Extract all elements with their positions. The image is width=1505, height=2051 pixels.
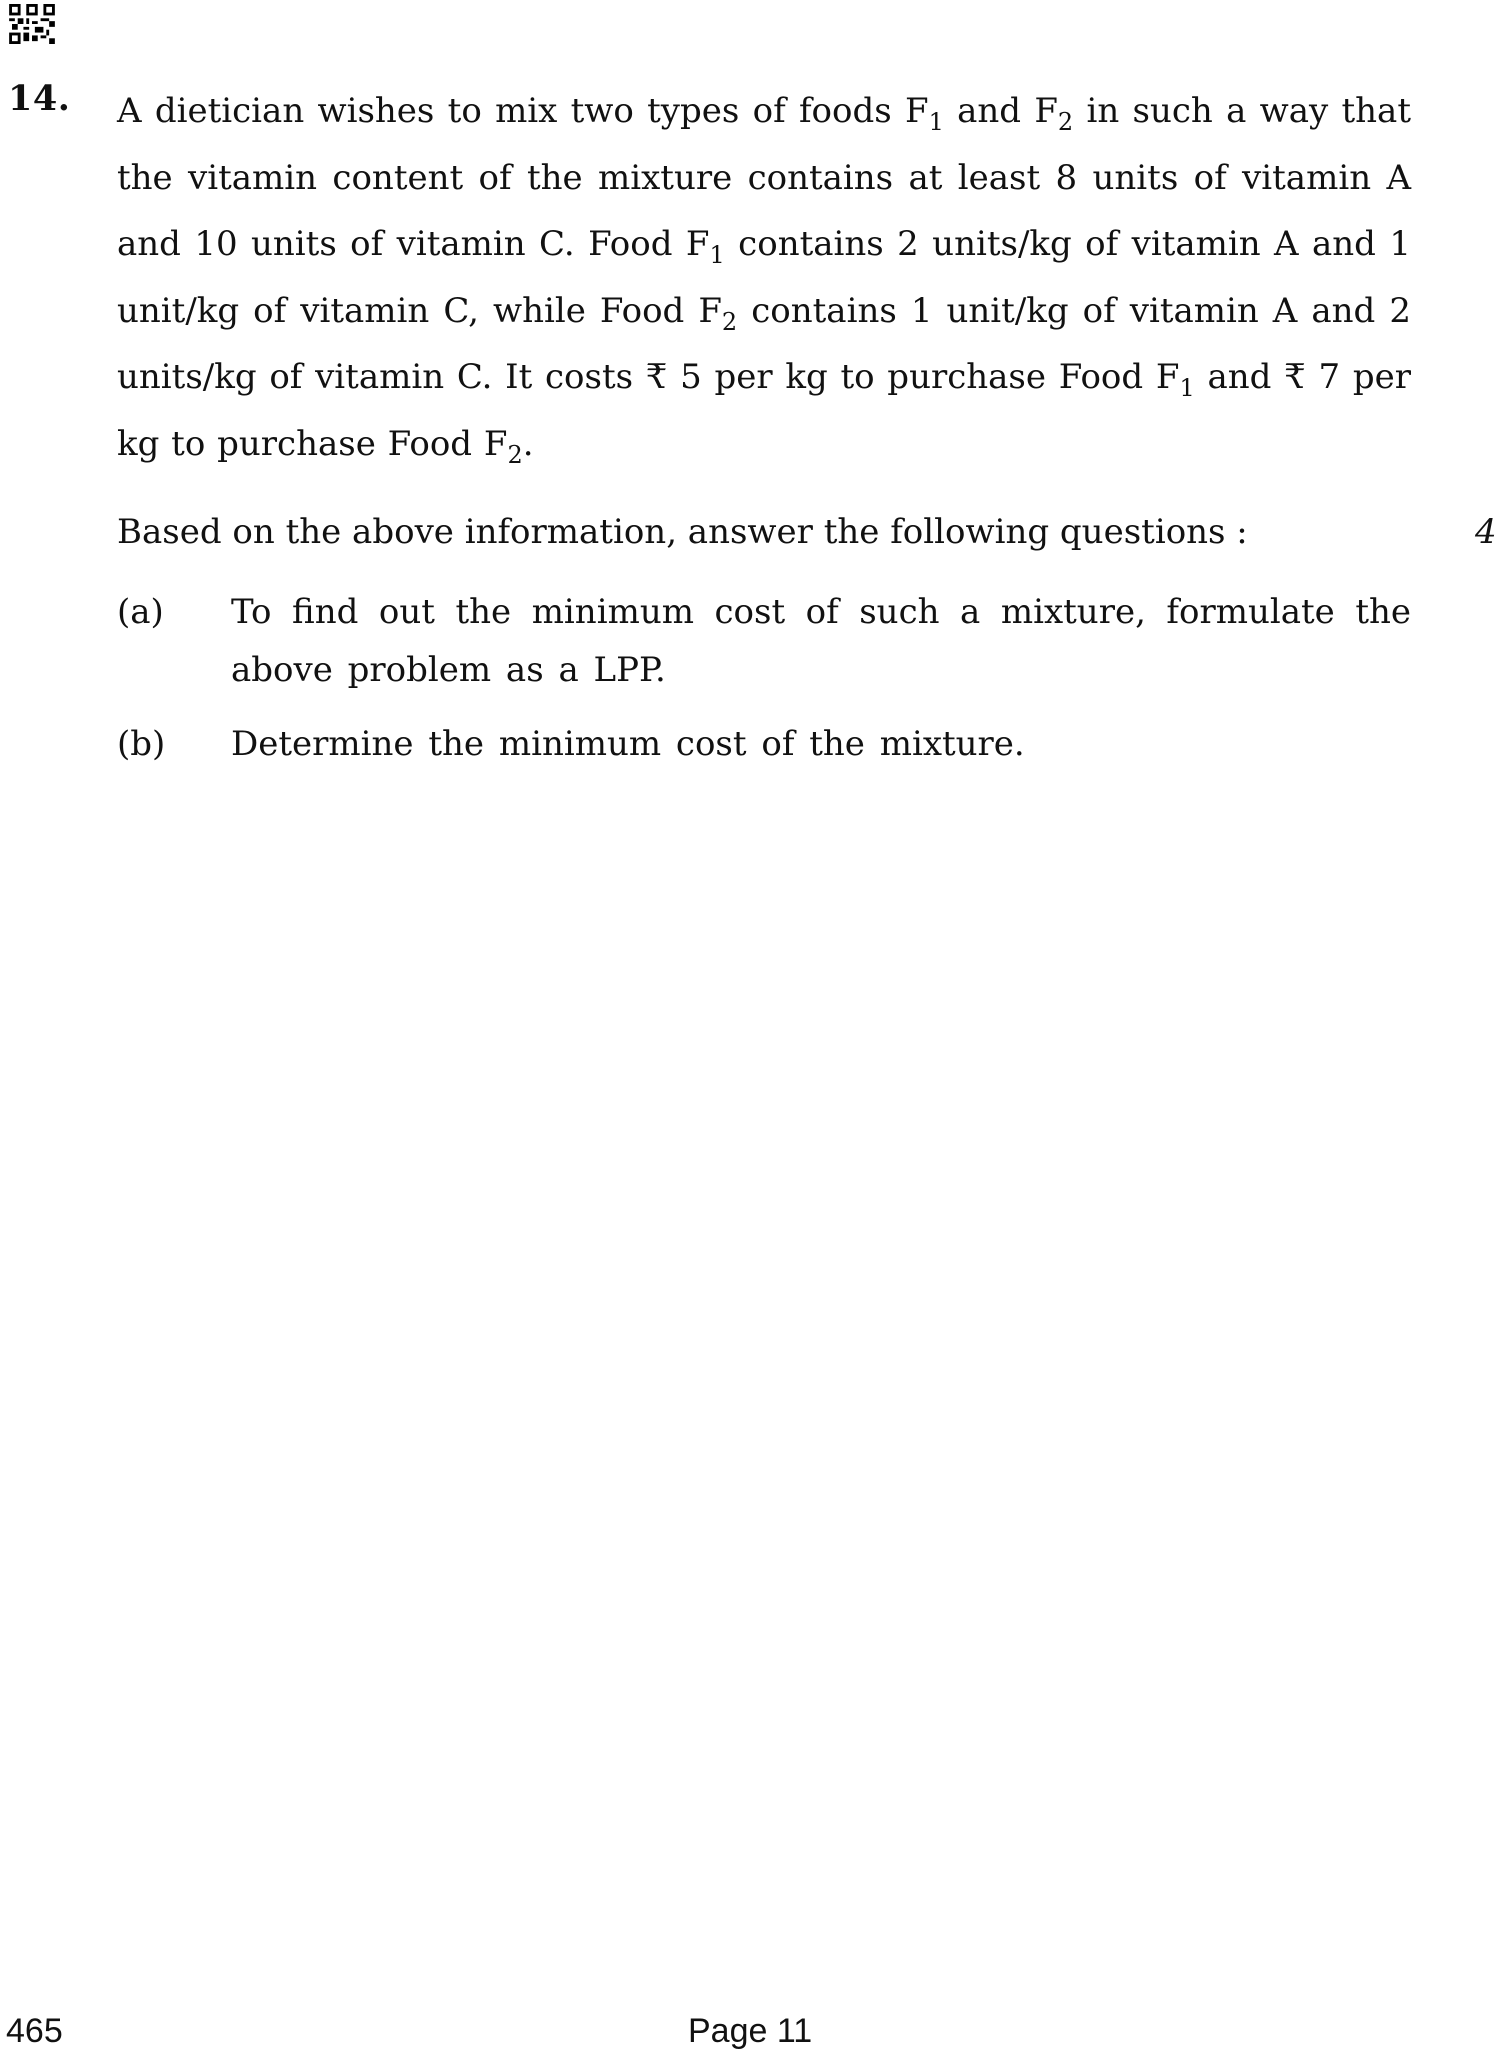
part-b-text: Determine the minimum cost of the mixture. bbox=[231, 724, 1025, 764]
paragraph-text: contains 1 unit/kg of vitamin A and 2 units/kg of vitamin C. It costs ₹ 5 per kg to purchase Food F bbox=[117, 290, 1411, 397]
part-b-label: (b) bbox=[117, 724, 166, 764]
paragraph-text: contains 2 units/kg of vitamin A and 1 unit/kg of vitamin C, while Food F bbox=[117, 224, 1411, 331]
part-a-text: To find out the minimum cost of such a mixture, formulate the above problem as a LPP. bbox=[231, 592, 1411, 690]
subscript: 2 bbox=[1057, 108, 1074, 136]
paragraph-text: in such a way that the vitamin content of the mixture contains at least 8 units of vitamin A and 10 units of vitamin C. Food F bbox=[117, 91, 1411, 264]
footer-page-number: Page 11 bbox=[688, 2012, 813, 2050]
question-paragraph bbox=[117, 78, 1411, 477]
paragraph-text: A dietician wishes to mix two types of foods F bbox=[117, 91, 929, 131]
qr-code-icon bbox=[8, 4, 56, 44]
paragraph-text: . bbox=[522, 423, 534, 464]
subscript: 2 bbox=[721, 307, 738, 336]
question-intro: Based on the above information, answer the following questions : bbox=[117, 512, 1248, 552]
footer-paper-code: 465 bbox=[6, 2012, 63, 2050]
subscript: 1 bbox=[1179, 374, 1195, 402]
paragraph-text: and ₹ 7 per kg to purchase Food F bbox=[117, 357, 1411, 464]
subscript: 1 bbox=[709, 241, 725, 269]
paragraph-text: and F bbox=[943, 91, 1058, 131]
subscript: 2 bbox=[507, 440, 523, 469]
subscript: 1 bbox=[928, 108, 944, 136]
question-marks: 4 bbox=[1475, 512, 1497, 552]
part-a-label: (a) bbox=[117, 592, 164, 632]
question-number: 14. bbox=[8, 78, 71, 119]
